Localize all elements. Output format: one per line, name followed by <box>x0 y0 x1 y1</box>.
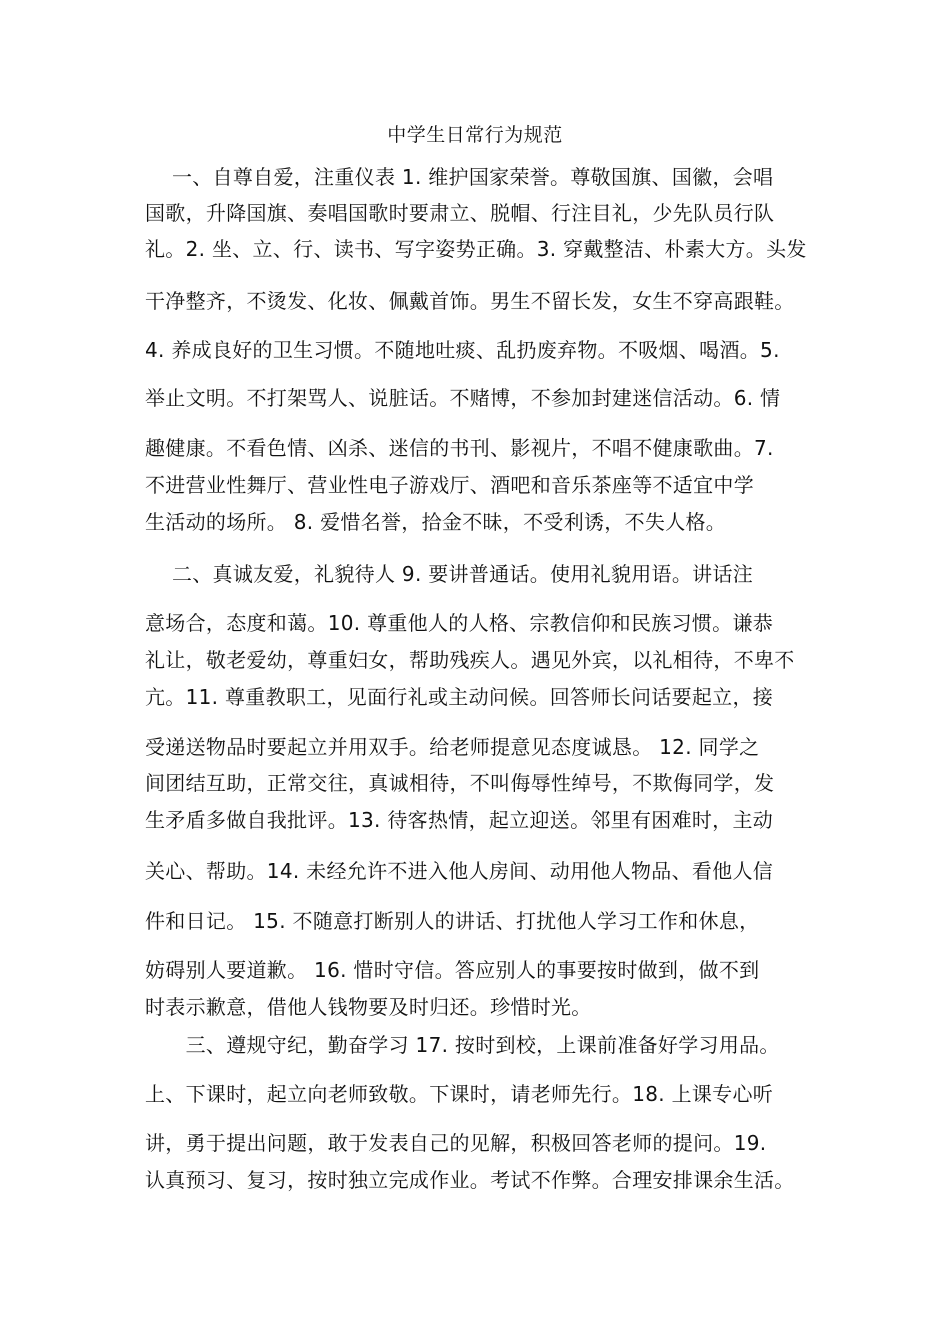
text-line: 时表示歉意，借他人钱物要及时归还。珍惜时光。 <box>145 995 592 1019</box>
text-line: 礼。2. 坐、立、行、读书、写字姿势正确。3. 穿戴整洁、朴素大方。头发 <box>145 237 807 261</box>
text-line: 亢。11. 尊重教职工，见面行礼或主动问候。回答师长问话要起立，接 <box>145 685 774 709</box>
text-line: 三、遵规守纪，勤奋学习 17. 按时到校，上课前准备好学习用品。 <box>145 1033 780 1057</box>
text-line: 关心、帮助。14. 未经允许不进入他人房间、动用他人物品、看他人信 <box>145 859 774 883</box>
text-line: 认真预习、复习，按时独立完成作业。考试不作弊。合理安排课余生活。 <box>145 1168 795 1192</box>
text-line: 生活动的场所。 8. 爱惜名誉，拾金不昧，不受利诱，不失人格。 <box>145 510 727 534</box>
text-line: 讲，勇于提出问题，敢于发表自己的见解，积极回答老师的提问。19. <box>145 1131 767 1155</box>
text-line: 件和日记。 15. 不随意打断别人的讲话、打扰他人学习工作和休息， <box>145 909 760 933</box>
document-title: 中学生日常行为规范 <box>387 124 563 146</box>
text-line: 举止文明。不打架骂人、说脏话。不赌博，不参加封建迷信活动。6. 情 <box>145 386 781 410</box>
text-line: 二、真诚友爱，礼貌待人 9. 要讲普通话。使用礼貌用语。讲话注 <box>145 562 754 586</box>
text-line: 趣健康。不看色情、凶杀、迷信的书刊、影视片，不唱不健康歌曲。7. <box>145 436 774 460</box>
text-line: 不进营业性舞厅、营业性电子游戏厅、酒吧和音乐茶座等不适宜中学 <box>145 473 754 497</box>
text-line: 受递送物品时要起立并用双手。给老师提意见态度诚恳。 12. 同学之 <box>145 735 760 759</box>
text-line: 生矛盾多做自我批评。13. 待客热情，起立迎送。邻里有困难时，主动 <box>145 808 774 832</box>
text-line: 4. 养成良好的卫生习惯。不随地吐痰、乱扔废弃物。不吸烟、喝酒。5. <box>145 338 780 362</box>
text-line: 礼让，敬老爱幼，尊重妇女，帮助残疾人。遇见外宾，以礼相待，不卑不 <box>145 648 795 672</box>
text-line: 间团结互助，正常交往，真诚相待，不叫侮辱性绰号，不欺侮同学，发 <box>145 771 775 795</box>
text-line: 意场合，态度和蔼。10. 尊重他人的人格、宗教信仰和民族习惯。谦恭 <box>145 611 774 635</box>
text-line: 一、自尊自爱，注重仪表 1. 维护国家荣誉。尊敬国旗、国徽，会唱 <box>145 165 774 189</box>
text-line: 妨碍别人要道歉。 16. 惜时守信。答应别人的事要按时做到，做不到 <box>145 958 760 982</box>
text-line: 国歌，升降国旗、奏唱国歌时要肃立、脱帽、行注目礼，少先队员行队 <box>145 201 775 225</box>
text-line: 上、下课时，起立向老师致敬。下课时，请老师先行。18. 上课专心听 <box>145 1082 774 1106</box>
text-line: 干净整齐，不烫发、化妆、佩戴首饰。男生不留长发，女生不穿高跟鞋。 <box>145 289 795 313</box>
